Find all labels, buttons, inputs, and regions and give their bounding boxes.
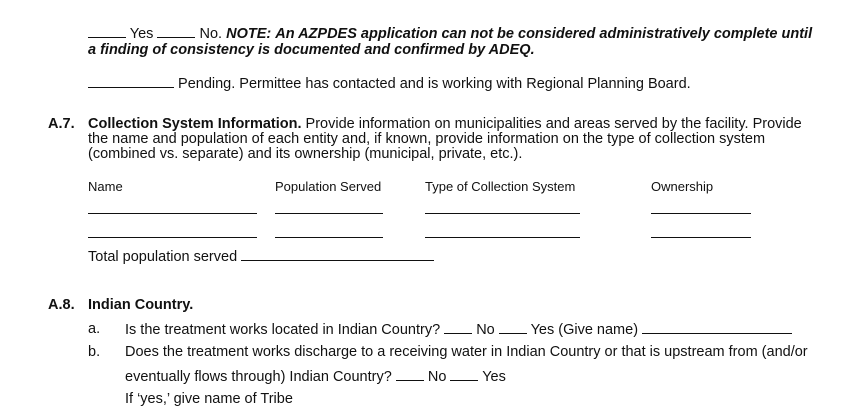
no-blank[interactable]	[157, 25, 195, 38]
pending-blank[interactable]	[88, 75, 174, 88]
question-a-yes-label: Yes (Give name)	[530, 322, 639, 338]
note-text-continued: a finding of consistency is documented and confirmed by ADEQ.	[88, 42, 535, 58]
question-b-line-2	[125, 368, 506, 386]
ownership-field-1[interactable]	[651, 213, 751, 214]
question-a-yes-blank[interactable]	[499, 321, 527, 334]
question-a-no-label: No	[476, 322, 495, 338]
question-b-tribe-label: If ‘yes,’ give name of Tribe	[125, 391, 293, 407]
column-header-ownership: Ownership	[651, 179, 714, 194]
section-a8-title: Indian Country.	[88, 297, 194, 313]
no-label: No.	[199, 26, 223, 42]
population-field-1[interactable]	[275, 213, 383, 214]
question-a	[125, 321, 792, 339]
note-label: NOTE:	[226, 26, 272, 42]
question-a-no-blank[interactable]	[444, 321, 472, 334]
population-field-2[interactable]	[275, 237, 383, 238]
column-header-name: Name	[88, 179, 123, 194]
total-population-label: Total population served	[88, 249, 238, 265]
question-a-letter: a.	[88, 321, 101, 337]
question-b-yes-blank[interactable]	[450, 368, 478, 381]
type-field-2[interactable]	[425, 237, 580, 238]
question-a-name-field[interactable]	[642, 321, 792, 334]
question-b-text-2: eventually flows through) Indian Country?	[125, 369, 392, 385]
type-field-1[interactable]	[425, 213, 580, 214]
section-a8-number: A.8.	[48, 297, 75, 313]
section-a7-desc2: the name and population of each entity and, if known, provide information on the type of collection system	[88, 131, 766, 147]
total-population-field[interactable]	[241, 248, 434, 261]
section-a7-title: Collection System Information.	[88, 116, 302, 132]
column-header-population: Population Served	[275, 179, 382, 194]
question-b-text-1: Does the treatment works discharge to a receiving water in Indian Country or that is upstream from (and/or	[125, 344, 808, 360]
name-field-2[interactable]	[88, 237, 257, 238]
name-field-1[interactable]	[88, 213, 257, 214]
question-b-yes-label: Yes	[482, 369, 506, 385]
section-a7-number: A.7.	[48, 116, 75, 132]
yes-label: Yes	[129, 26, 154, 42]
yes-blank[interactable]	[88, 25, 126, 38]
total-population-row	[88, 248, 434, 266]
pending-line	[88, 75, 691, 93]
question-b-letter: b.	[88, 344, 101, 360]
section-a7-desc1: Provide information on municipalities and areas served by the facility. Provide	[305, 116, 802, 132]
consistency-line-1	[88, 25, 812, 43]
note-text: An AZPDES application can not be considered administratively complete until	[275, 26, 813, 42]
ownership-field-2[interactable]	[651, 237, 751, 238]
pending-text: Pending. Permittee has contacted and is working with Regional Planning Board.	[178, 76, 691, 92]
column-header-type: Type of Collection System	[425, 179, 576, 194]
question-b-no-label: No	[427, 369, 447, 385]
question-b-no-blank[interactable]	[396, 368, 424, 381]
question-a-text: Is the treatment works located in Indian Country?	[125, 322, 441, 338]
section-a7-desc3: (combined vs. separate) and its ownership (municipal, private, etc.).	[88, 146, 523, 162]
